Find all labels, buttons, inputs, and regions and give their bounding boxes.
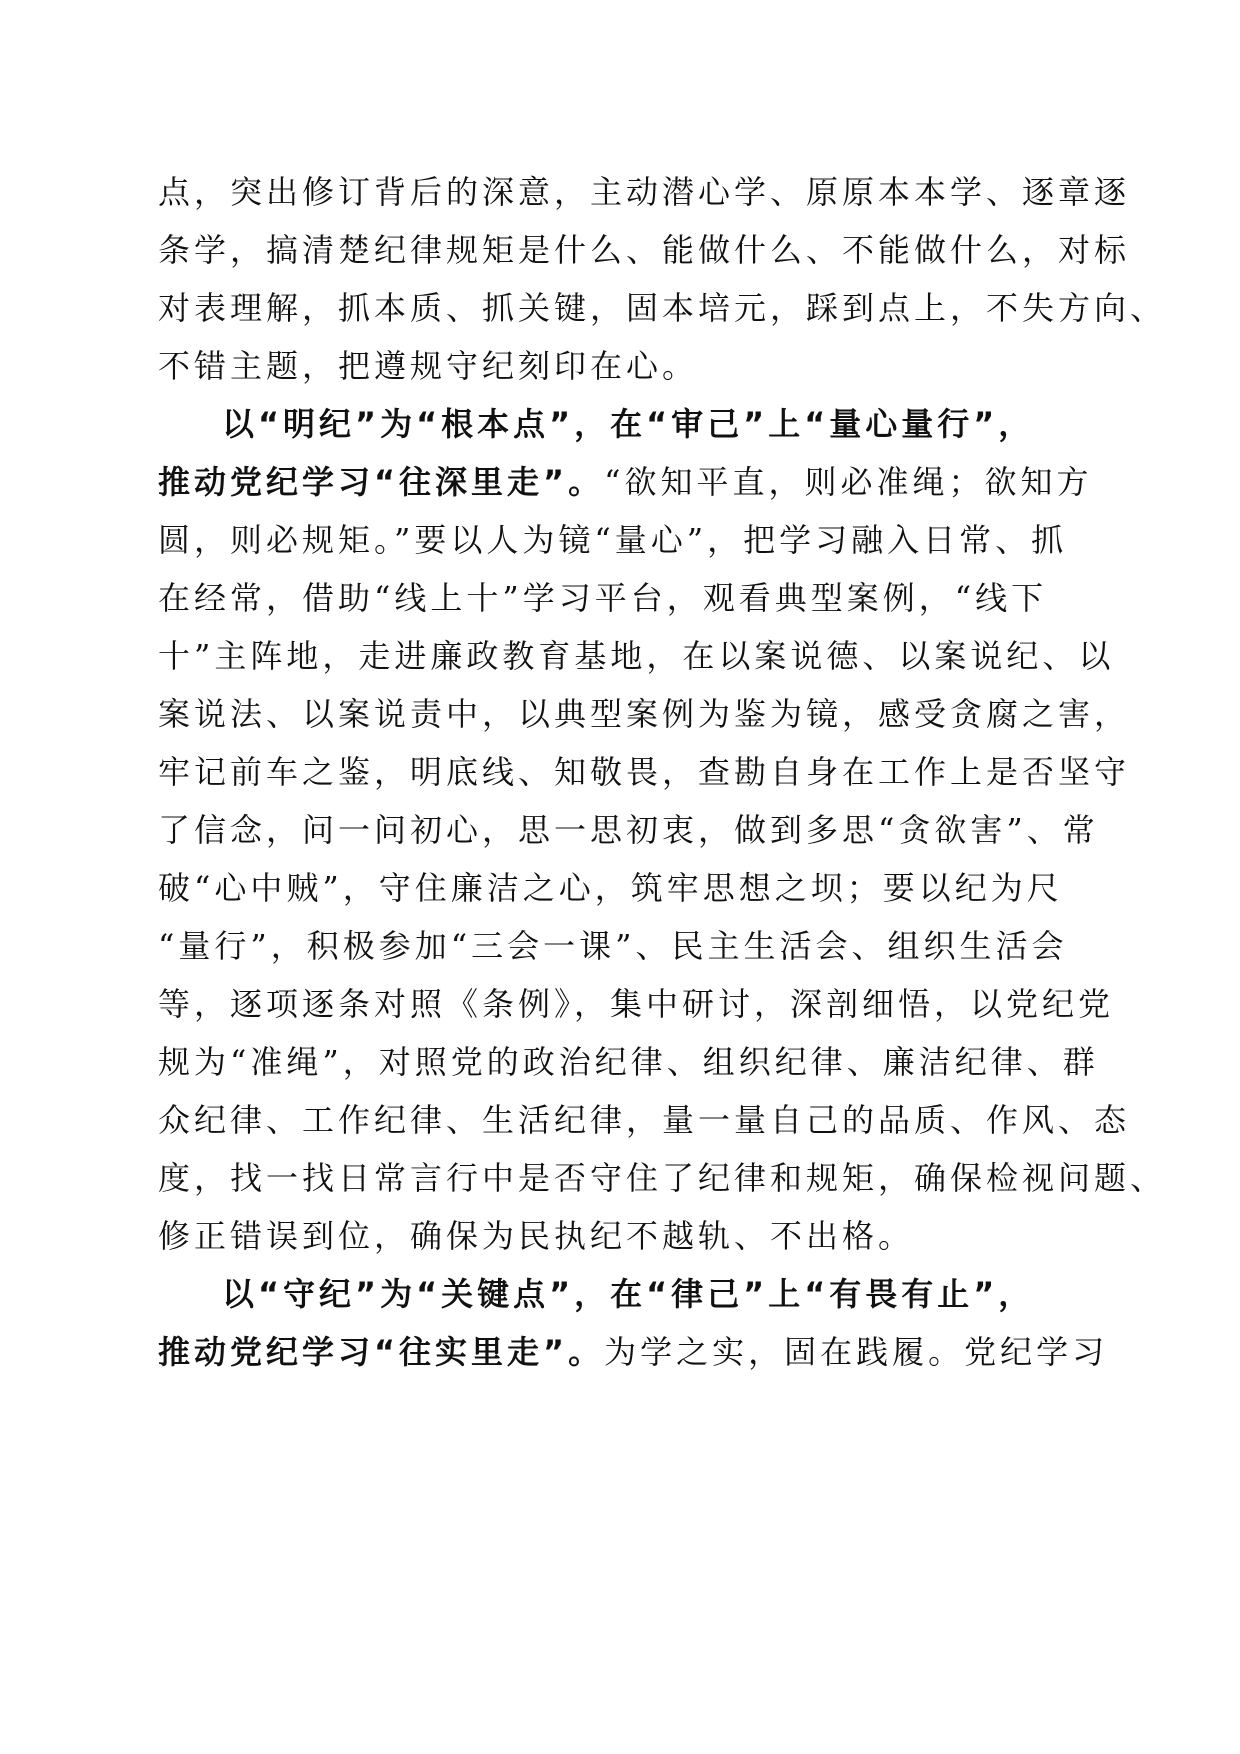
paragraph-2-line-12: 规为“准绳”，对照党的政治纪律、组织纪律、廉洁纪律、群 xyxy=(158,1043,1099,1081)
paragraph-2-line-2 xyxy=(158,462,1092,502)
paragraph-3-heading-line-2: 推动党纪学习“往实里走”。 xyxy=(158,1333,605,1371)
paragraph-3-line-2 xyxy=(158,1332,1108,1372)
paragraph-2-line-13: 众纪律、工作纪律、生活纪律，量一量自己的品质、作风、态 xyxy=(158,1101,1131,1139)
paragraph-3-heading-line-1: 以“守纪”为“关键点”，在“律己”上“有畏有止”， xyxy=(222,1275,1035,1313)
paragraph-1-line-1: 点，突出修订背后的深意，主动潜心学、原原本本学、逐章逐 xyxy=(158,173,1131,211)
paragraph-3-line-2-rest: 为学之实，固在践履。党纪学习 xyxy=(604,1333,1109,1371)
paragraph-2-line-8: 了信念，问一问初心，思一思初衷，做到多思“贪欲害”、常 xyxy=(158,811,1099,849)
paragraph-2-line-9: 破“心中贼”，守住廉洁之心，筑牢思想之坝；要以纪为尺 xyxy=(158,869,1063,907)
paragraph-1-line-4: 不错主题，把遵规守纪刻印在心。 xyxy=(158,347,699,385)
paragraph-2-line-10: “量行”，积极参加“三会一课”、民主生活会、组织生活会 xyxy=(158,927,1068,965)
paragraph-2-heading-line-1: 以“明纪”为“根本点”，在“审己”上“量心量行”， xyxy=(222,405,1035,443)
paragraph-1-line-3: 对表理解，抓本质、抓关键，固本培元，踩到点上，不失方向、 xyxy=(158,289,1167,327)
paragraph-2-line-14: 度，找一找日常言行中是否守住了纪律和规矩，确保检视问题、 xyxy=(158,1159,1167,1197)
paragraph-2-line-7: 牢记前车之鉴，明底线、知敬畏，查勘自身在工作上是否坚守 xyxy=(158,753,1131,791)
paragraph-2-line-6: 案说法、以案说责中，以典型案例为鉴为镜，感受贪腐之害， xyxy=(158,695,1131,733)
paragraph-2-line-4: 在经常，借助“线上十”学习平台，观看典型案例，“线下 xyxy=(158,579,1048,617)
paragraph-1-line-2: 条学，搞清楚纪律规矩是什么、能做什么、不能做什么，对标 xyxy=(158,231,1131,269)
paragraph-2-line-3: 圆，则必规矩。”要以人为镜“量心”，把学习融入日常、抓 xyxy=(158,521,1068,559)
paragraph-2-line-5: 十”主阵地，走进廉政教育基地，在以案说德、以案说纪、以 xyxy=(158,637,1115,675)
paragraph-2-line-2-rest: “欲知平直，则必准绳；欲知方 xyxy=(604,463,1093,501)
paragraph-2-heading-line-2: 推动党纪学习“往深里走”。 xyxy=(158,463,605,501)
paragraph-2-line-11: 等，逐项逐条对照《条例》，集中研讨，深剖细悟，以党纪党 xyxy=(158,985,1115,1023)
paragraph-2-line-15: 修正错误到位，确保为民执纪不越轨、不出格。 xyxy=(158,1217,915,1255)
